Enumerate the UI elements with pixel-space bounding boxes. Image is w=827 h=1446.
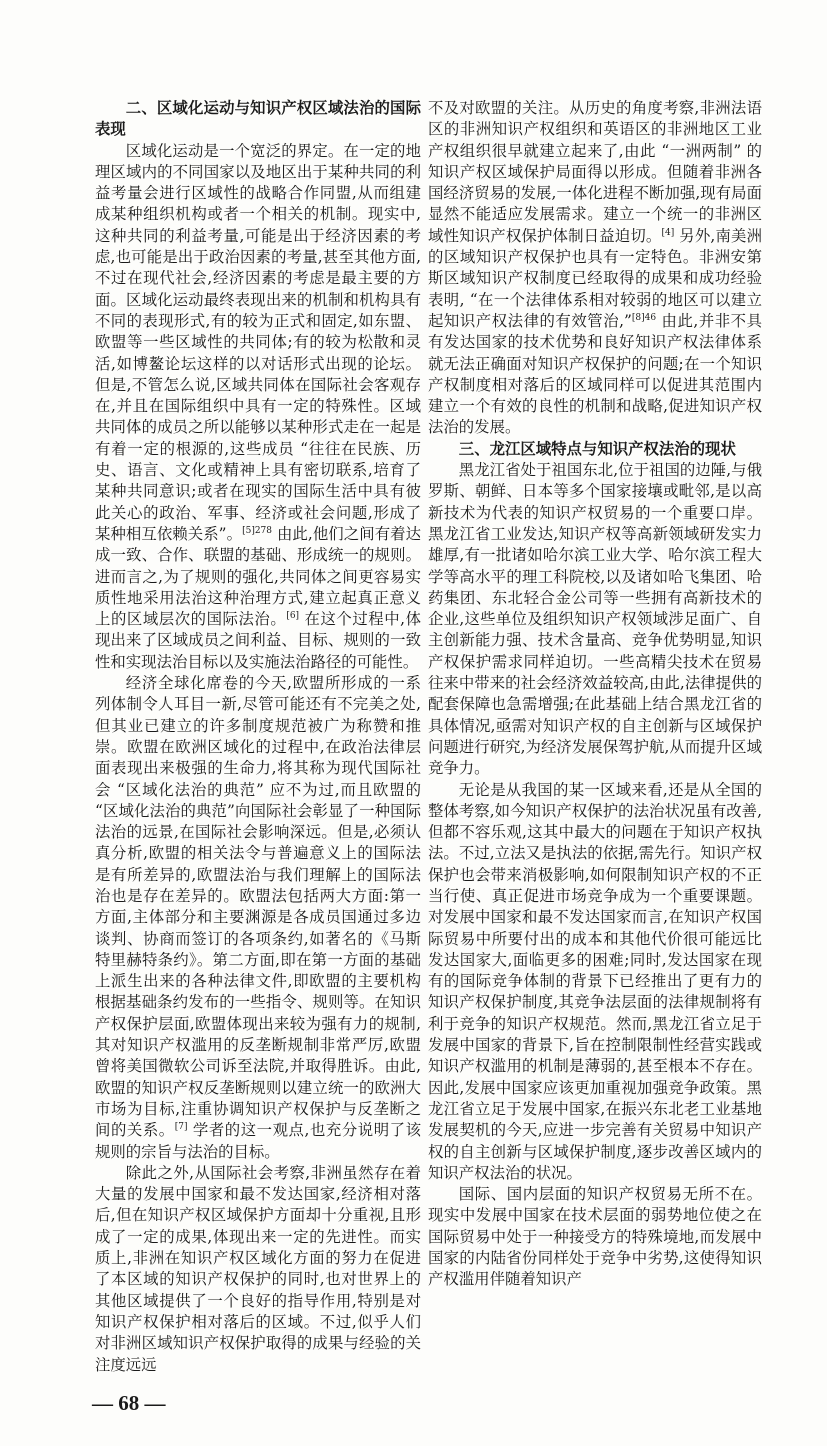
paragraph: 无论是从我国的某一区域来看,还是从全国的整体考察,如今知识产权保护的法治状况虽有改善,但都不容乐观,这其中最大的问题在于知识产权执法。不过,立法又是执法的依据,需先行。知识产权保护也会带来消极影响,如何限制知识产权的不正当行使、真正促进市场竞争成为一个重要课题。对发展中国家和最不发达国家而言,在知识产权国际贸易中所要付出的成本和其他代价很可能远比发达国家大,面临更多的困难;同时,发达国家在现有的国际竞争体制的背景下已经推出了更有力的知识产权保护制度,其竞争法层面的法律规制将有利于竞争的知识产权规范。然而,黑龙江省立足于发展中国家的背景下,旨在控制限制性经营实践或知识产权滥用的机制是薄弱的,甚至根本不存在。因此,发展中国家应该更加重视加强竞争政策。黑龙江省立足于发展中国家,在振兴东北老工业基地发展契机的今天,应进一步完善有关贸易中知识产权的自主创新与区域保护制度,逐步改善区域内的知识产权法治的状况。	[428, 780, 762, 1182]
paragraph	[95, 141, 421, 673]
citation: [5]278	[242, 525, 273, 536]
paragraph-continued	[428, 98, 762, 439]
paragraph: 国际、国内层面的知识产权贸易无所不在。现实中发展中国家在技术层面的弱势地位使之在国际贸易中处于一种接受方的特殊境地,而发展中国家的内陆省份同样处于竞争中劣势,这使得知识产权滥用伴随着知识产	[428, 1185, 762, 1289]
citation: [6]	[286, 611, 300, 622]
text-run: 另外,南美洲的区域知识产权保护也具有一定特色。非洲安第斯区域知识产权制度已经取得的成果和成功经验表明, “在一个法律体系相对较弱的地区可以建立起知识产权法律的有效管治,”	[428, 226, 762, 330]
section-heading-3: 三、龙江区域特点与知识产权法治的现状	[458, 439, 736, 458]
text-run: 由此,并非不具有发达国家的技术优势和良好知识产权法律体系就无法正确面对知识产权保护的问题;在一个知识产权制度相对落后的区域同样可以促进其范围内建立一个有效的良性的机制和战略,促进知识产权法治的发展。	[428, 311, 762, 437]
text-run: 区域化运动是一个宽泛的界定。在一定的地理区域内的不同国家以及地区出于某种共同的利益考量会进行区域性的战略合作同盟,从而组建成某种组织机构或者一个相关的机制。现实中,这种共同的利益考量,可能是出于经济因素的考虑,也可能是出于政治因素的考量,甚至其他方面,不过在现代社会,经济因素的考虑是最主要的方面。区域化运动最终表现出来的机制和机构具有不同的表现形式,有的较为正式和固定,如东盟、欧盟等一些区域性的共同体;有的较为松散和灵活,如博鳌论坛这样的以对话形式出现的论坛。但是,不管怎么说,区域共同体在国际社会客观存在,并且在国际组织中具有一定的特殊性。区域共同体的成员之所以能够以某种形式走在一起是有着一定的根源的,这些成员 “往往在民族、历史、语言、文化或精神上具有密切联系,培育了某种共同意识;或者在现实的国际生活中具有彼此关心的政治、军事、经济或社会问题,形成了某种相互依赖关系”。	[95, 141, 421, 543]
text-run: 不及对欧盟的关注。从历史的角度考察,非洲法语区的非洲知识产权组织和英语区的非洲地区工业产权组织很早就建立起来了,由此 “一洲两制” 的知识产权区域保护局面得以形成。但随着非洲各国经济贸易的发展,一体化进程不断加强,现有局面显然不能适应发展需求。建立一个统一的非洲区域性知识产权保护体制日益迫切。	[428, 99, 762, 245]
page-number: — 68 —	[92, 1390, 166, 1415]
citation: [7]	[174, 1122, 188, 1133]
text-run: 由此,他们之间有着达成一致、合作、联盟的基础、形成统一的规则。进而言之,为了规则的强化,共同体之间更容易实质性地采用法治这种治理方式,建立起真正意义上的区域层次的国际法治。	[95, 524, 421, 629]
paragraph: 黑龙江省处于祖国东北,位于祖国的边陲,与俄罗斯、朝鲜、日本等多个国家接壤或毗邻,是以高新技术为代表的知识产权贸易的一个重要口岸。黑龙江省工业发达,知识产权等高新领域研发实力雄厚,有一批诸如哈尔滨工业大学、哈尔滨工程大学等高水平的理工科院校,以及诸如哈飞集团、哈药集团、东北轻合金公司等一些拥有高新技术的企业,这些单位及组织知识产权领域涉足面广、自主创新能力强、技术含量高、竞争优势明显,知识产权保护需求同样迫切。一些高精尖技术在贸易往来中带来的社会经济效益较高,由此,法律提供的配套保障也急需增强;在此基础上结合黑龙江省的具体情况,亟需对知识产权的自主创新与区域保护问题进行研究,为经济发展保驾护航,从而提升区域竞争力。	[428, 461, 762, 778]
text-run: 在这个过程中,体现出来了区域成员之间利益、目标、规则的一致性和实现法治目标以及实施法治路径的可能性。	[95, 610, 421, 671]
text-run: 经济全球化席卷的今天,欧盟所形成的一系列体制令人耳目一新,尽管可能还有不完美之处,但其业已建立的许多制度规范被广为称赞和推崇。欧盟在欧洲区域化的过程中,在政治法律层面表现出来极强的生命力,将其称为现代国际社会 “区域化法治的典范” 应不为过,而且欧盟的 “区域化法治的典范”向国际社会彰显了一种国际法治的远景,在国际社会影响深远。但是,必须认真分析,欧盟的相关法令与普遍意义上的国际法是有所差异的,欧盟法治与我们理解上的国际法治也是存在差异的。欧盟法包括两大方面:第一方面,主体部分和主要渊源是各成员国通过多边谈判、协商而签订的各项条约,如著名的《马斯特里赫特条约》。第二方面,即在第一方面的基础上派生出来的各种法律文件,即欧盟的主要机构根据基础条约发布的一些指令、规则等。在知识产权保护层面,欧盟体现出来较为强有力的规制,其对知识产权滥用的反垄断规制非常严厉,欧盟曾将美国微软公司诉至法院,并取得胜诉。由此,欧盟的知识产权反垄断规则以建立统一的欧洲大市场为目标,注重协调知识产权保护与反垄断之间的关系。	[95, 674, 421, 1140]
citation: [4]	[661, 227, 675, 238]
paragraph: 除此之外,从国际社会考察,非洲虽然存在着大量的发展中国家和最不发达国家,经济相对落后,但在知识产权区域保护方面却十分重视,且形成了一定的成果,体现出来一定的先进性。而实质上,非洲在知识产权区域化方面的努力在促进了本区域的知识产权保护的同时,也对世界上的其他区域提供了一个良好的指导作用,特别是对知识产权保护相对落后的区域。不过,似乎人们对非洲区域知识产权保护取得的成果与经验的关注度远远	[95, 1163, 421, 1374]
right-column	[428, 98, 762, 1321]
citation: [8]46	[631, 312, 657, 323]
text-run: 学者的这一观点,也充分说明了该规则的宗旨与法治的目标。	[95, 1121, 421, 1161]
left-column	[92, 98, 421, 1446]
section-heading-2: 二、区域化运动与知识产权区域法治的国际表现	[95, 99, 421, 139]
paragraph	[95, 673, 421, 1163]
